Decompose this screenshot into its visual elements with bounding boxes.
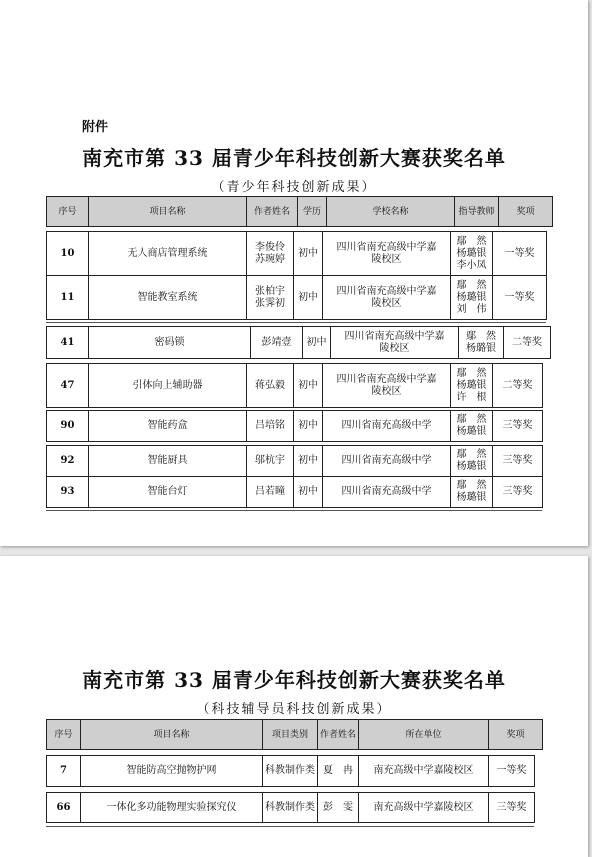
table-row: [47, 411, 543, 442]
table-row: [47, 276, 547, 320]
project-category: 科教制作类: [263, 793, 318, 823]
header-cell: 作者姓名: [247, 197, 298, 227]
school-name: 四川省南充高级中学: [323, 411, 451, 442]
page-subtitle: （科技辅导员科技创新成果）: [196, 702, 392, 717]
page-subtitle: （青少年科技创新成果）: [211, 180, 377, 195]
teacher-names: 鄢 然 杨璐银: [451, 446, 493, 477]
table-row: [47, 477, 543, 508]
document-page-2: [0, 556, 588, 857]
award-level: 二等奖: [504, 327, 551, 359]
teacher-names: 鄢 然 杨璐银 李小凤: [451, 232, 493, 276]
project-name: 密码锁: [89, 327, 251, 359]
author-names: 蒋弘毅: [247, 364, 294, 408]
school-name: 四川省南充高级中学嘉 陵校区: [323, 276, 451, 320]
row-number: 7: [47, 756, 81, 787]
header-cell: 奖项: [489, 720, 543, 750]
header-cell: 序号: [47, 197, 89, 227]
award-level: 一等奖: [489, 756, 535, 787]
header-cell: 作者姓名: [318, 720, 359, 750]
author-name: 夏 冉: [318, 756, 359, 787]
clip-line: [46, 322, 546, 323]
project-name: 智能防高空抛物护网: [81, 756, 263, 787]
award-table-block: [46, 363, 543, 408]
award-table-block: [46, 326, 551, 359]
work-unit: 南充高级中学嘉陵校区: [359, 756, 489, 787]
school-name: 四川省南充高级中学: [323, 446, 451, 477]
award-level: 三等奖: [493, 446, 543, 477]
education-level: 初中: [303, 327, 331, 359]
header-cell: 学校名称: [327, 197, 455, 227]
teacher-names: 鄢 然 杨璐银: [451, 477, 493, 508]
project-name: 一体化多功能物理实验探究仪: [81, 793, 263, 823]
header-cell: 学历: [298, 197, 327, 227]
header-cell: 序号: [47, 720, 81, 750]
table-row: [47, 232, 547, 276]
education-level: 初中: [294, 477, 323, 508]
row-number: 10: [47, 232, 89, 276]
award-table-block: [46, 755, 535, 787]
project-name: 智能教室系统: [89, 276, 247, 320]
project-name: 引体向上辅助器: [89, 364, 247, 408]
education-level: 初中: [294, 446, 323, 477]
table-row: [47, 327, 551, 359]
award-table-block: [46, 445, 543, 508]
header-cell: 项目名称: [89, 197, 247, 227]
education-level: 初中: [294, 276, 323, 320]
award-table-block: [46, 792, 535, 823]
attachment-label: 附件: [82, 120, 109, 135]
author-name: 彭 雯: [318, 793, 359, 823]
award-level: 三等奖: [489, 793, 535, 823]
clip-line: [46, 826, 534, 827]
school-name: 四川省南充高级中学: [323, 477, 451, 508]
project-category: 科教制作类: [263, 756, 318, 787]
row-number: 93: [47, 477, 89, 508]
row-number: 47: [47, 364, 89, 408]
table-row: [47, 446, 543, 477]
page-title: 南充市第 33 届青少年科技创新大赛获奖名单: [82, 668, 506, 692]
education-level: 初中: [294, 411, 323, 442]
author-names: 彭靖壹: [251, 327, 303, 359]
author-names: 吕培铭: [247, 411, 294, 442]
award-level: 三等奖: [493, 477, 543, 508]
row-number: 41: [47, 327, 89, 359]
teacher-names: 鄢 然 杨璐银 许 根: [451, 364, 493, 408]
award-level: 一等奖: [493, 276, 547, 320]
award-level: 三等奖: [493, 411, 543, 442]
project-name: 智能台灯: [89, 477, 247, 508]
table-row: [47, 756, 535, 787]
row-number: 92: [47, 446, 89, 477]
table-row: [47, 364, 543, 408]
award-table-header: [46, 719, 543, 750]
work-unit: 南充高级中学嘉陵校区: [359, 793, 489, 823]
author-names: 邬杭宇: [247, 446, 294, 477]
award-level: 一等奖: [493, 232, 547, 276]
row-number: 90: [47, 411, 89, 442]
award-level: 二等奖: [493, 364, 543, 408]
teacher-names: 鄢 然 杨璐银: [451, 411, 493, 442]
author-names: 吕若瞳: [247, 477, 294, 508]
award-table-block: [46, 231, 547, 320]
school-name: 四川省南充高级中学嘉 陵校区: [331, 327, 459, 359]
author-names: 张柏宇 张霁初: [247, 276, 294, 320]
header-cell: 指导教师: [455, 197, 499, 227]
school-name: 四川省南充高级中学嘉 陵校区: [323, 364, 451, 408]
award-table-header: [46, 196, 553, 227]
education-level: 初中: [294, 364, 323, 408]
project-name: 无人商店管理系统: [89, 232, 247, 276]
project-name: 智能厨具: [89, 446, 247, 477]
header-cell: 项目名称: [81, 720, 263, 750]
author-names: 李俊伶 苏琬婷: [247, 232, 294, 276]
award-table-block: [46, 410, 543, 442]
header-cell: 奖项: [499, 197, 553, 227]
row-number: 11: [47, 276, 89, 320]
project-name: 智能药盒: [89, 411, 247, 442]
teacher-names: 鄢 然 杨璐银: [459, 327, 504, 359]
row-number: 66: [47, 793, 81, 823]
school-name: 四川省南充高级中学嘉 陵校区: [323, 232, 451, 276]
page-title: 南充市第 33 届青少年科技创新大赛获奖名单: [82, 146, 506, 170]
header-cell: 项目类别: [263, 720, 318, 750]
clip-line: [46, 510, 542, 511]
table-row: [47, 793, 535, 823]
header-cell: 所在单位: [359, 720, 489, 750]
education-level: 初中: [294, 232, 323, 276]
teacher-names: 鄢 然 杨璐银 刘 伟: [451, 276, 493, 320]
